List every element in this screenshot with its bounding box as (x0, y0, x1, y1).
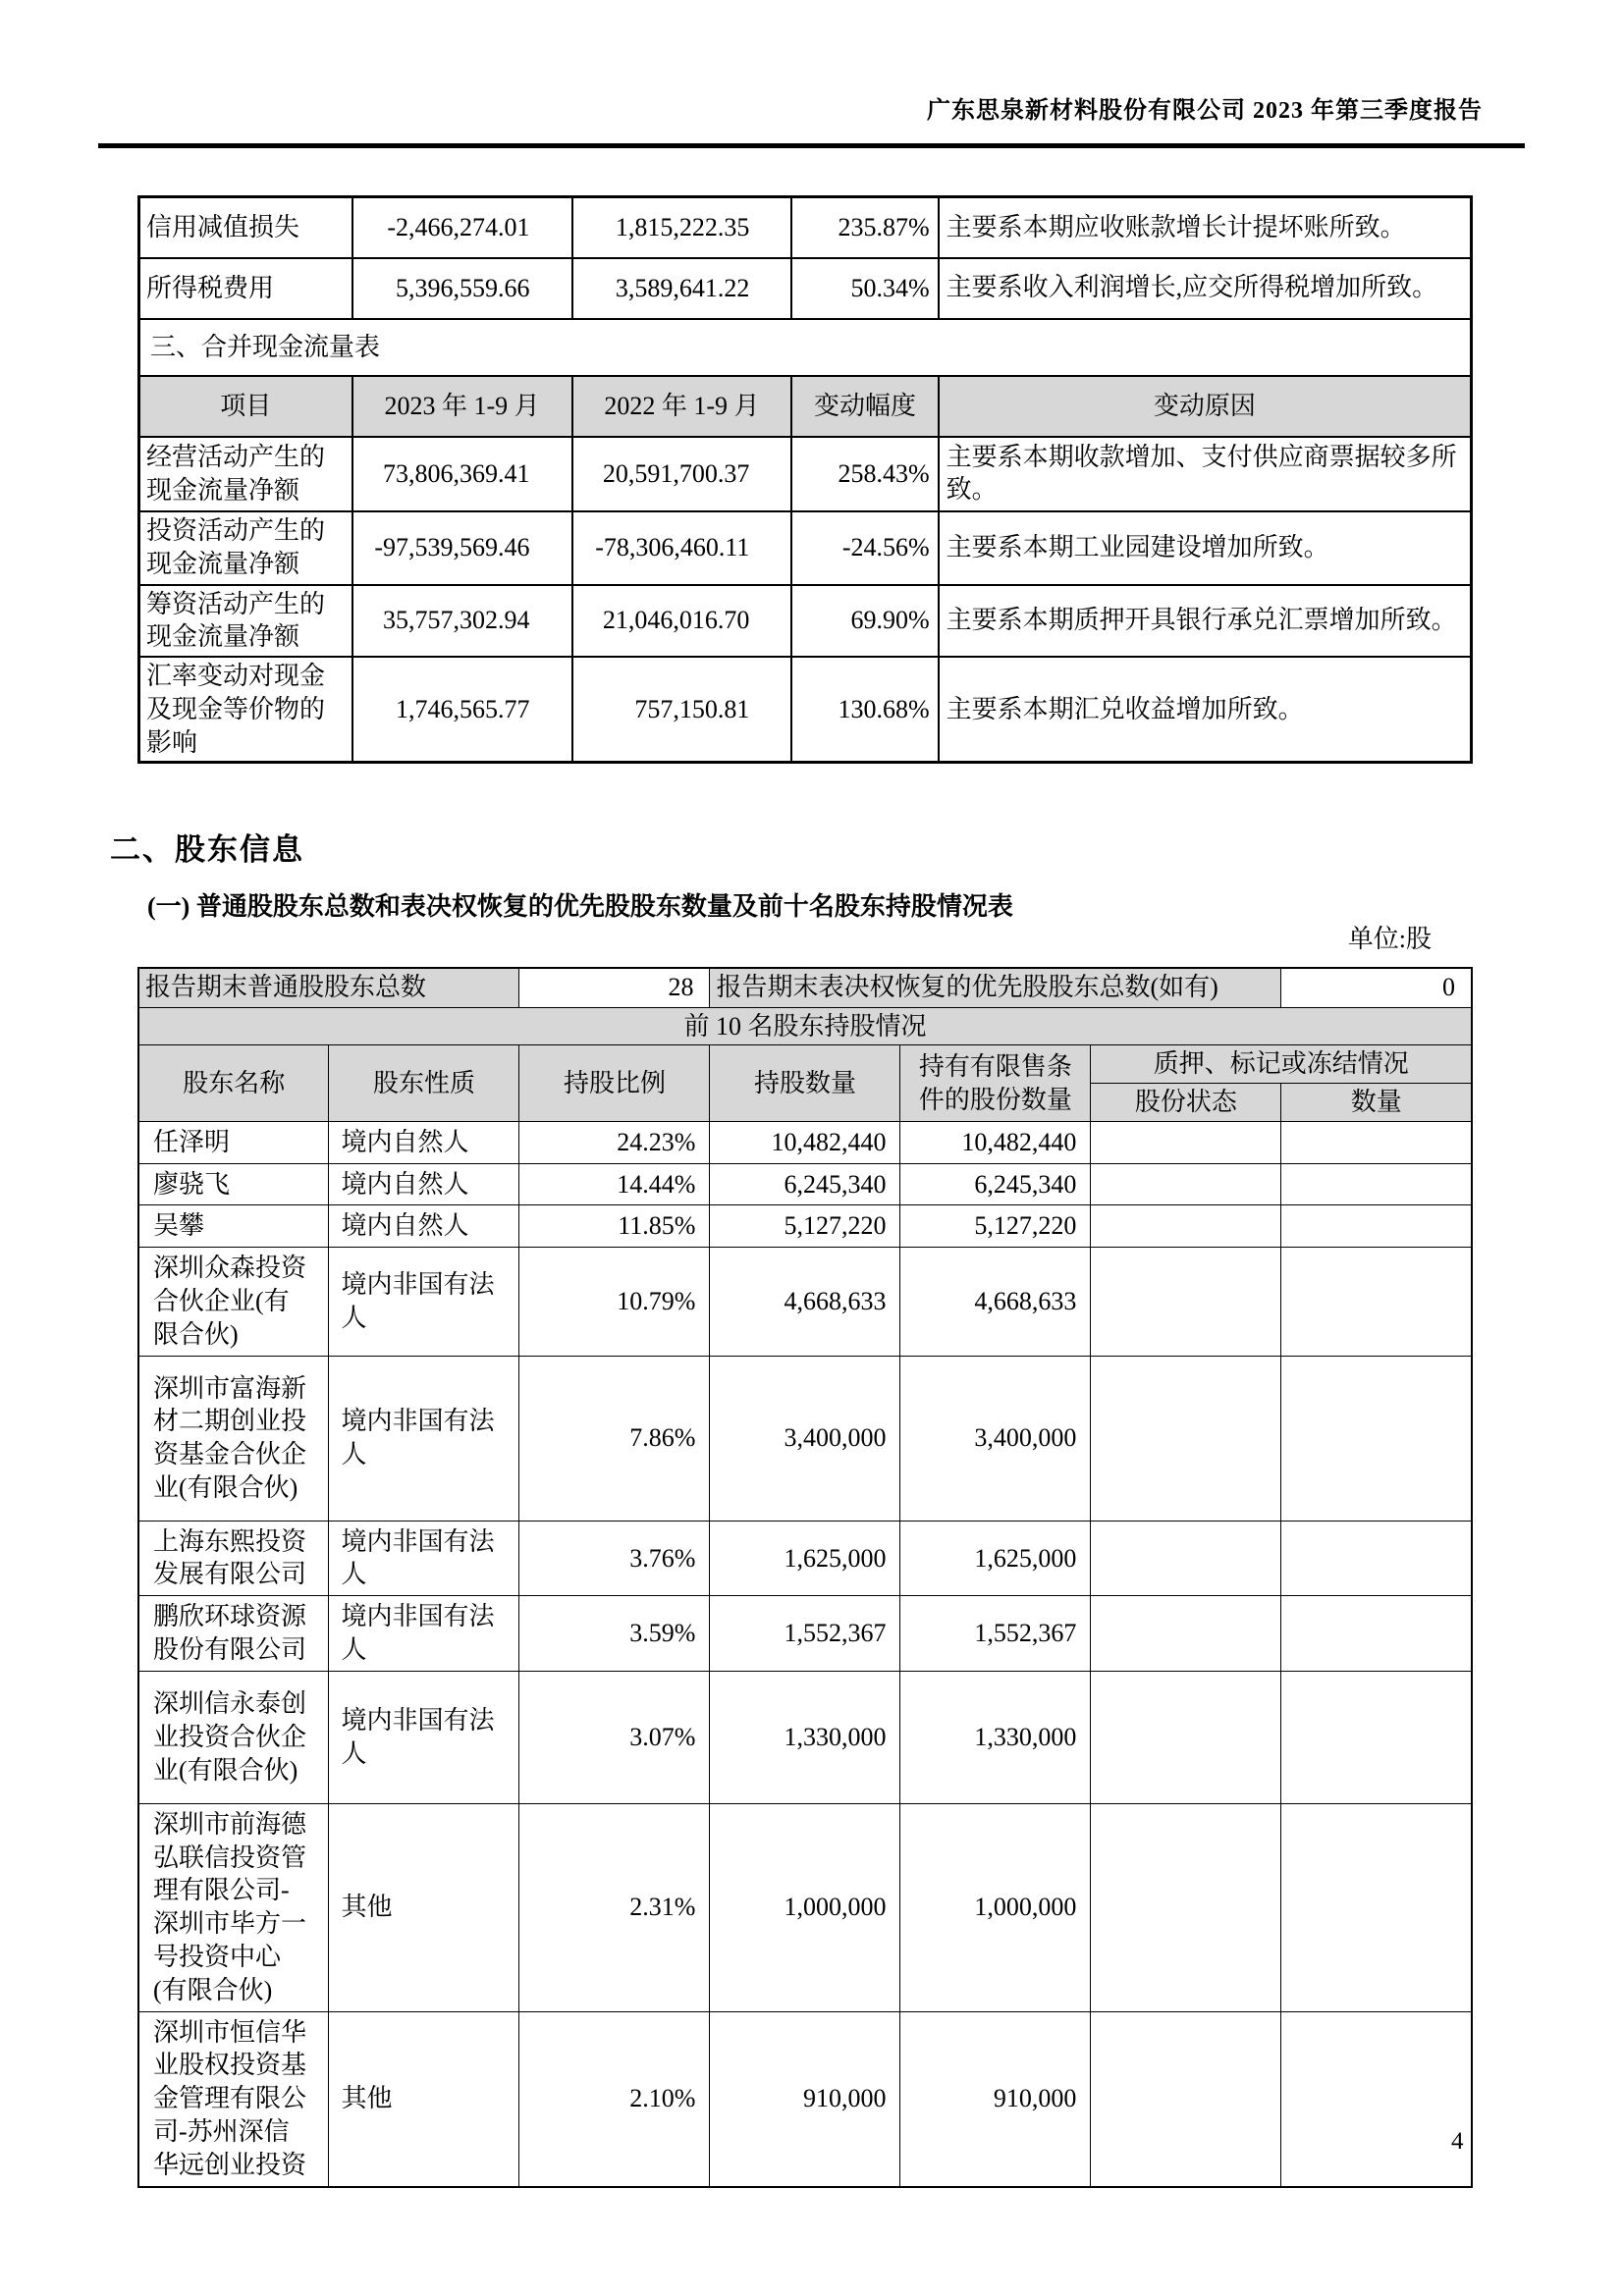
table-row (139, 511, 1472, 585)
shareholder-nature-cell: 境内非国有法人 (329, 1596, 519, 1672)
shareholder-row (138, 1121, 1472, 1163)
value-2023-cell: 5,396,559.66 (352, 258, 572, 319)
change-pct-cell: 235.87% (791, 197, 938, 258)
restricted-shares-cell: 1,552,367 (900, 1596, 1091, 1672)
shareholder-name-cell: 廖骁飞 (138, 1163, 329, 1205)
item-cell: 所得税费用 (139, 258, 352, 319)
pledge-qty-cell (1281, 1596, 1472, 1672)
pledge-qty-cell (1281, 1521, 1472, 1596)
restricted-shares-cell: 3,400,000 (900, 1356, 1091, 1521)
value-2023-cell: 35,757,302.94 (352, 585, 572, 658)
shareholder-nature-cell: 其他 (329, 2011, 519, 2186)
holding-ratio-cell: 24.23% (519, 1121, 710, 1163)
column-header-item: 项目 (139, 376, 352, 437)
pledge-qty-cell (1281, 2011, 1472, 2186)
shareholder-row (138, 1596, 1472, 1672)
page-number: 4 (1451, 2128, 1464, 2155)
shareholder-name-cell: 任泽明 (138, 1121, 329, 1163)
change-pct-cell: 258.43% (791, 437, 938, 511)
column-header-reason: 变动原因 (939, 376, 1472, 437)
preferred-shareholders-total-value: 0 (1281, 968, 1472, 1007)
pledge-qty-cell (1281, 1803, 1472, 2011)
table-row (139, 585, 1472, 658)
holding-shares-cell: 1,625,000 (710, 1521, 900, 1596)
holding-ratio-cell: 3.07% (519, 1671, 710, 1803)
holding-shares-cell: 1,552,367 (710, 1596, 900, 1672)
pledge-status-cell (1091, 1121, 1281, 1163)
change-reason-cell: 主要系本期应收账款增长计提坏账所致。 (939, 197, 1472, 258)
pledge-qty-cell (1281, 1248, 1472, 1356)
column-header-pledge-status: 股份状态 (1091, 1084, 1281, 1122)
value-2022-cell: 21,046,016.70 (572, 585, 792, 658)
cashflow-header-row (139, 376, 1472, 437)
table-row (139, 437, 1472, 511)
pledge-status-cell (1091, 2011, 1281, 2186)
common-shareholders-total-value: 28 (519, 968, 710, 1007)
restricted-shares-cell: 10,482,440 (900, 1121, 1091, 1163)
shareholder-nature-cell: 境内非国有法人 (329, 1356, 519, 1521)
holding-shares-cell: 10,482,440 (710, 1121, 900, 1163)
restricted-shares-cell: 6,245,340 (900, 1163, 1091, 1205)
top10-title-row (138, 1007, 1472, 1045)
table-row (139, 258, 1472, 319)
shareholder-row (138, 1356, 1472, 1521)
table-row (139, 197, 1472, 258)
column-header-shares: 持股数量 (710, 1045, 900, 1122)
column-header-restricted: 持有有限售条件的股份数量 (900, 1045, 1091, 1122)
header-rule (98, 143, 1525, 148)
holding-shares-cell: 1,000,000 (710, 1803, 900, 2011)
shareholder-name-cell: 鹏欣环球资源股份有限公司 (138, 1596, 329, 1672)
shareholder-name-cell: 深圳市前海德弘联信投资管理有限公司-深圳市毕方一号投资中心(有限合伙) (138, 1803, 329, 2011)
shareholder-nature-cell: 境内非国有法人 (329, 1248, 519, 1356)
restricted-shares-cell: 1,000,000 (900, 1803, 1091, 2011)
shareholder-row (138, 2011, 1472, 2186)
unit-label: 单位:股 (1347, 925, 1432, 953)
holding-shares-cell: 4,668,633 (710, 1248, 900, 1356)
pledge-status-cell (1091, 1803, 1281, 2011)
pledge-qty-cell (1281, 1671, 1472, 1803)
change-reason-cell: 主要系本期工业园建设增加所致。 (939, 511, 1472, 585)
holding-ratio-cell: 11.85% (519, 1205, 710, 1248)
common-shareholders-total-label: 报告期末普通股股东总数 (138, 968, 519, 1007)
value-2022-cell: 757,150.81 (572, 657, 792, 763)
cashflow-section-label: 三、合并现金流量表 (139, 319, 1472, 376)
column-header-pledge-group: 质押、标记或冻结情况 (1091, 1045, 1472, 1084)
value-2023-cell: 1,746,565.77 (352, 657, 572, 763)
column-header-name: 股东名称 (138, 1045, 329, 1122)
column-header-pct: 变动幅度 (791, 376, 938, 437)
holding-ratio-cell: 2.31% (519, 1803, 710, 2011)
section-label-row (139, 319, 1472, 376)
holding-shares-cell: 6,245,340 (710, 1163, 900, 1205)
restricted-shares-cell: 4,668,633 (900, 1248, 1091, 1356)
shareholder-name-cell: 深圳众森投资合伙企业(有限合伙) (138, 1248, 329, 1356)
shareholder-row (138, 1521, 1472, 1596)
holding-shares-cell: 1,330,000 (710, 1671, 900, 1803)
holding-shares-cell: 3,400,000 (710, 1356, 900, 1521)
restricted-shares-cell: 910,000 (900, 2011, 1091, 2186)
pledge-qty-cell (1281, 1356, 1472, 1521)
shareholder-row (138, 1248, 1472, 1356)
item-cell: 投资活动产生的现金流量净额 (139, 511, 352, 585)
shareholder-nature-cell: 境内自然人 (329, 1205, 519, 1248)
holding-ratio-cell: 14.44% (519, 1163, 710, 1205)
change-reason-cell: 主要系本期质押开具银行承兑汇票增加所致。 (939, 585, 1472, 658)
shareholder-table-container (137, 967, 1473, 2188)
item-cell: 汇率变动对现金及现金等价物的影响 (139, 657, 352, 763)
holding-ratio-cell: 2.10% (519, 2011, 710, 2186)
value-2023-cell: 73,806,369.41 (352, 437, 572, 511)
column-header-2022: 2022 年 1-9 月 (572, 376, 792, 437)
holding-ratio-cell: 3.59% (519, 1596, 710, 1672)
pledge-status-cell (1091, 1671, 1281, 1803)
change-pct-cell: 130.68% (791, 657, 938, 763)
section-heading-shareholder-info: 二、股东信息 (110, 832, 304, 867)
column-header-nature: 股东性质 (329, 1045, 519, 1122)
change-reason-cell: 主要系收入利润增长,应交所得税增加所致。 (939, 258, 1472, 319)
pledge-status-cell (1091, 1163, 1281, 1205)
change-pct-cell: 69.90% (791, 585, 938, 658)
restricted-shares-cell: 5,127,220 (900, 1205, 1091, 1248)
shareholder-nature-cell: 境内非国有法人 (329, 1521, 519, 1596)
holding-ratio-cell: 7.86% (519, 1356, 710, 1521)
column-header-pledge-qty: 数量 (1281, 1084, 1472, 1122)
change-reason-cell: 主要系本期收款增加、支付供应商票据较多所致。 (939, 437, 1472, 511)
item-cell: 经营活动产生的现金流量净额 (139, 437, 352, 511)
pledge-qty-cell (1281, 1163, 1472, 1205)
pledge-status-cell (1091, 1521, 1281, 1596)
top10-title: 前 10 名股东持股情况 (138, 1007, 1472, 1045)
totals-row (138, 968, 1472, 1007)
pledge-qty-cell (1281, 1121, 1472, 1163)
value-2022-cell: 20,591,700.37 (572, 437, 792, 511)
change-pct-cell: 50.34% (791, 258, 938, 319)
subsection-heading-top10-table: (一) 普通股股东总数和表决权恢复的优先股股东数量及前十名股东持股情况表 (147, 892, 1013, 921)
holding-ratio-cell: 3.76% (519, 1521, 710, 1596)
shareholder-nature-cell: 境内自然人 (329, 1121, 519, 1163)
value-2023-cell: -2,466,274.01 (352, 197, 572, 258)
change-reason-cell: 主要系本期汇兑收益增加所致。 (939, 657, 1472, 763)
financial-table-container (137, 195, 1473, 764)
holding-shares-cell: 910,000 (710, 2011, 900, 2186)
pledge-status-cell (1091, 1248, 1281, 1356)
column-header-ratio: 持股比例 (519, 1045, 710, 1122)
shareholder-name-cell: 深圳信永泰创业投资合伙企业(有限合伙) (138, 1671, 329, 1803)
shareholder-row (138, 1163, 1472, 1205)
holding-shares-cell: 5,127,220 (710, 1205, 900, 1248)
column-header-row (138, 1045, 1472, 1084)
shareholder-row (138, 1205, 1472, 1248)
pledge-status-cell (1091, 1596, 1281, 1672)
shareholder-row (138, 1671, 1472, 1803)
shareholder-name-cell: 深圳市富海新材二期创业投资基金合伙企业(有限合伙) (138, 1356, 329, 1521)
pledge-status-cell (1091, 1356, 1281, 1521)
value-2022-cell: 3,589,641.22 (572, 258, 792, 319)
shareholder-row (138, 1803, 1472, 2011)
shareholder-name-cell: 吴攀 (138, 1205, 329, 1248)
change-pct-cell: -24.56% (791, 511, 938, 585)
shareholder-table (137, 967, 1473, 2188)
shareholder-nature-cell: 其他 (329, 1803, 519, 2011)
table-row (139, 657, 1472, 763)
pledge-qty-cell (1281, 1205, 1472, 1248)
financial-table (137, 195, 1473, 764)
value-2022-cell: 1,815,222.35 (572, 197, 792, 258)
shareholder-name-cell: 深圳市恒信华业股权投资基金管理有限公司-苏州深信华远创业投资 (138, 2011, 329, 2186)
item-cell: 筹资活动产生的现金流量净额 (139, 585, 352, 658)
holding-ratio-cell: 10.79% (519, 1248, 710, 1356)
value-2022-cell: -78,306,460.11 (572, 511, 792, 585)
value-2023-cell: -97,539,569.46 (352, 511, 572, 585)
page-header-title: 广东思泉新材料股份有限公司 2023 年第三季度报告 (927, 98, 1483, 124)
shareholder-nature-cell: 境内非国有法人 (329, 1671, 519, 1803)
restricted-shares-cell: 1,330,000 (900, 1671, 1091, 1803)
column-header-2023: 2023 年 1-9 月 (352, 376, 572, 437)
pledge-status-cell (1091, 1205, 1281, 1248)
restricted-shares-cell: 1,625,000 (900, 1521, 1091, 1596)
item-cell: 信用减值损失 (139, 197, 352, 258)
shareholder-name-cell: 上海东熙投资发展有限公司 (138, 1521, 329, 1596)
preferred-shareholders-total-label: 报告期末表决权恢复的优先股股东总数(如有) (710, 968, 1281, 1007)
shareholder-nature-cell: 境内自然人 (329, 1163, 519, 1205)
